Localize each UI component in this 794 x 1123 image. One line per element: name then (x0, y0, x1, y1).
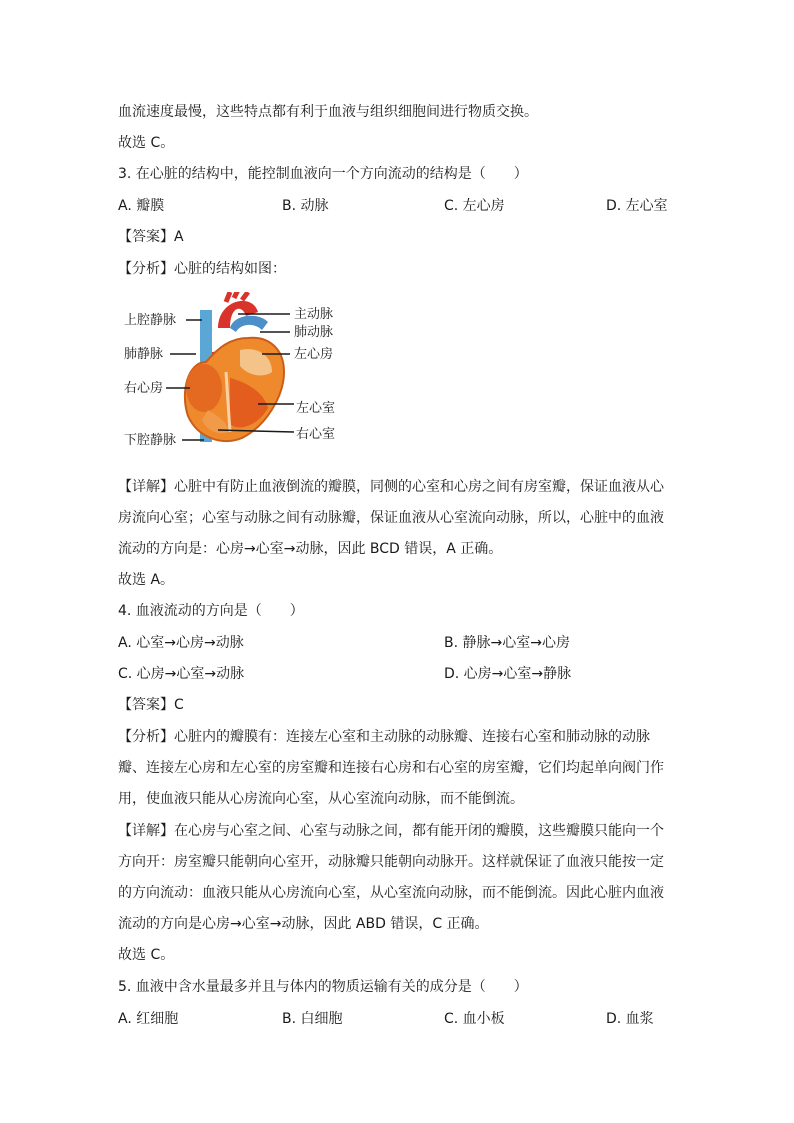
pulmonary-artery-shape (230, 316, 268, 332)
label-right-ventricle: 右心室 (296, 427, 336, 442)
right-atrium-shape (186, 364, 222, 412)
label-aorta: 主动脉 (294, 307, 334, 322)
q3-choice: 故选 A。 (118, 572, 175, 588)
q3-option-b: B. 动脉 (282, 198, 329, 214)
heart-structure-diagram (118, 292, 350, 454)
q4-detail-line-4: 流动的方向是心房→心室→动脉，因此 ABD 错误，C 正确。 (118, 916, 489, 932)
q2-explanation-tail: 血流速度最慢，这些特点都有利于血液与组织细胞间进行物质交换。 (118, 104, 538, 120)
q3-option-d: D. 左心室 (606, 198, 668, 214)
q3-detail-line-3: 流动的方向是：心房→心室→动脉，因此 BCD 错误，A 正确。 (118, 541, 503, 557)
q3-analysis: 【分析】心脏的结构如图： (118, 261, 286, 277)
q4-stem: 4. 血液流动的方向是（ ） (118, 603, 304, 619)
q3-answer: 【答案】A (118, 229, 184, 245)
q4-answer: 【答案】C (118, 697, 184, 713)
q4-option-d: D. 心房→心室→静脉 (444, 666, 572, 682)
q3-detail-line-2: 房流向心室；心室与动脉之间有动脉瓣，保证血液从心室流向动脉，所以，心脏中的血液 (118, 510, 664, 526)
label-left-ventricle: 左心室 (296, 401, 336, 416)
q3-detail-line-1: 【详解】心脏中有防止血液倒流的瓣膜，同侧的心室和心房之间有房室瓣，保证血液从心 (118, 479, 664, 495)
q2-choice: 故选 C。 (118, 135, 175, 151)
q4-detail-line-2: 方向开：房室瓣只能朝向心室开，动脉瓣只能朝向动脉开。这样就保证了血液只能按一定 (118, 854, 664, 870)
q3-stem: 3. 在心脏的结构中，能控制血液向一个方向流动的结构是（ ） (118, 166, 528, 182)
q4-analysis-line-3: 用，使血液只能从心房流向心室，从心室流向动脉，而不能倒流。 (118, 791, 524, 807)
label-right-atrium: 右心房 (124, 381, 164, 396)
q4-detail-line-1: 【详解】在心房与心室之间、心室与动脉之间，都有能开闭的瓣膜，这些瓣膜只能向一个 (118, 823, 664, 839)
label-inferior-vena-cava: 下腔静脉 (124, 433, 177, 448)
q5-option-b: B. 白细胞 (282, 1011, 343, 1027)
label-left-atrium: 左心房 (294, 347, 334, 362)
q4-analysis-line-2: 瓣、连接左心房和左心室的房室瓣和连接右心房和右心室的房室瓣，它们均起单向阀门作 (118, 760, 664, 776)
q3-option-c: C. 左心房 (444, 198, 505, 214)
q3-option-a: A. 瓣膜 (118, 198, 165, 214)
q4-choice: 故选 C。 (118, 947, 175, 963)
heart-illustration (118, 292, 350, 454)
q4-analysis-line-1: 【分析】心脏内的瓣膜有：连接左心室和主动脉的动脉瓣、连接右心室和肺动脉的动脉 (118, 729, 650, 745)
q4-option-a: A. 心室→心房→动脉 (118, 635, 244, 651)
label-pulmonary-artery: 肺动脉 (294, 325, 334, 340)
q4-detail-line-3: 的方向流动：血液只能从心房流向心室，从心室流向动脉，而不能倒流。因此心脏内血液 (118, 885, 664, 901)
label-superior-vena-cava: 上腔静脉 (124, 313, 177, 328)
q4-option-c: C. 心房→心室→动脉 (118, 666, 245, 682)
q5-option-a: A. 红细胞 (118, 1011, 179, 1027)
q5-stem: 5. 血液中含水量最多并且与体内的物质运输有关的成分是（ ） (118, 979, 528, 995)
q5-option-d: D. 血浆 (606, 1011, 654, 1027)
q4-option-b: B. 静脉→心室→心房 (444, 635, 570, 651)
label-pulmonary-vein: 肺静脉 (124, 347, 164, 362)
q5-option-c: C. 血小板 (444, 1011, 505, 1027)
